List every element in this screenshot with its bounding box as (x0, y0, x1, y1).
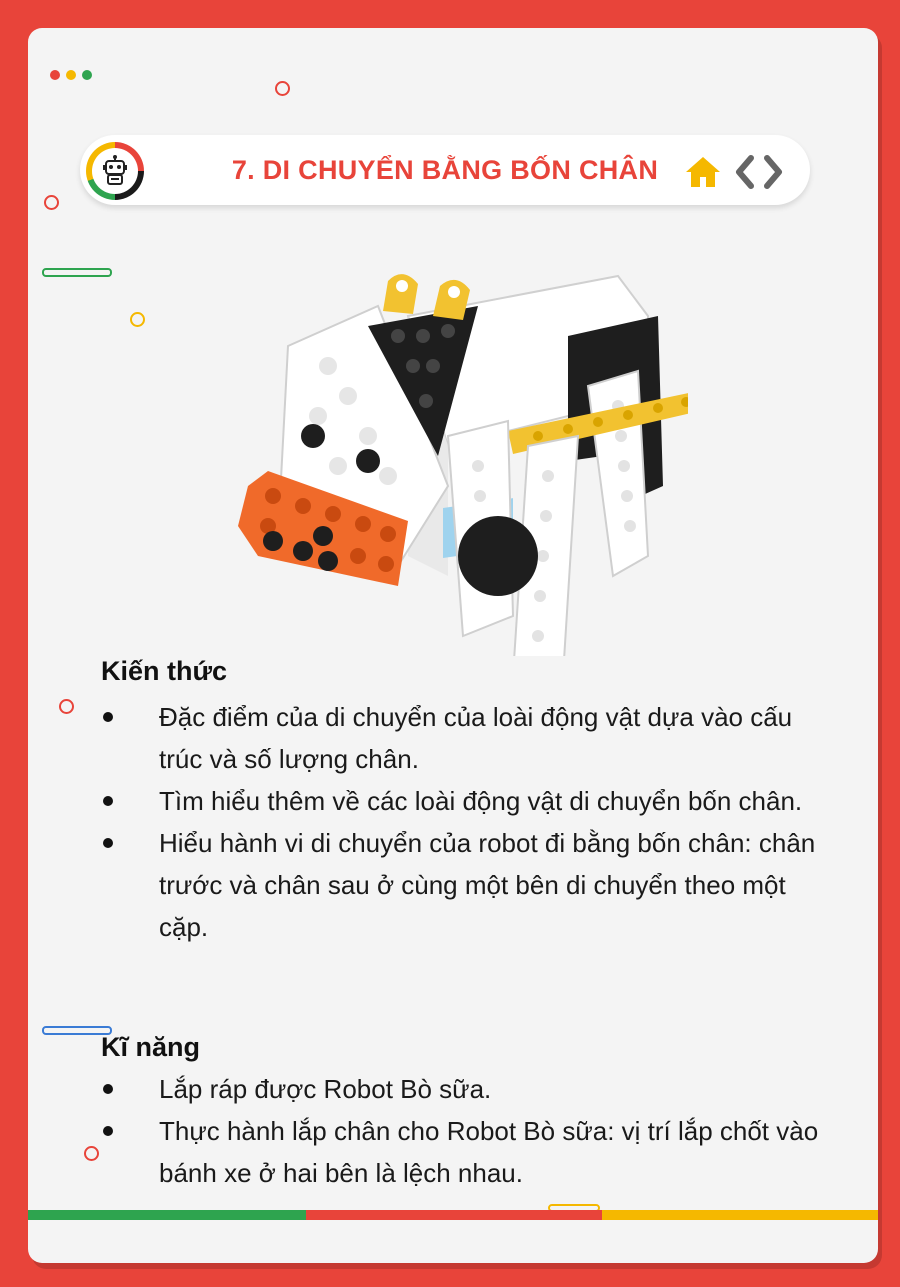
decor-ring (130, 312, 145, 327)
chevron-left-icon[interactable] (734, 155, 756, 189)
decor-ring (44, 195, 59, 210)
page-title: 7. DI CHUYỂN BẰNG BỐN CHÂN (231, 155, 659, 185)
skills-list (101, 1068, 821, 1194)
knowledge-heading: Kiến thức (101, 656, 228, 686)
color-stripe (28, 1210, 878, 1220)
green-dot (82, 70, 92, 80)
decor-ring (84, 1146, 99, 1161)
yellow-dot (66, 70, 76, 80)
list-item: Đặc điểm của di chuyển của loài động vật dựa vào cấu trúc và số lượng chân. (101, 696, 821, 780)
decor-pill (42, 268, 112, 277)
page-card (28, 28, 878, 1263)
list-item: Hiểu hành vi di chuyển của robot đi bằng bốn chân: chân trước và chân sau ở cùng một bên di chuyển theo một cặp. (101, 822, 821, 948)
skills-heading: Kĩ năng (101, 1032, 200, 1062)
robot-cow-image (208, 256, 688, 656)
decor-ring (275, 81, 290, 96)
window-dots (50, 70, 92, 80)
home-icon[interactable] (684, 155, 722, 189)
decor-ring (59, 699, 74, 714)
list-item: Tìm hiểu thêm về các loài động vật di chuyển bốn chân. (101, 780, 821, 822)
red-dot (50, 70, 60, 80)
chevron-right-icon[interactable] (762, 155, 784, 189)
lesson-header (80, 135, 810, 205)
list-item: Thực hành lắp chân cho Robot Bò sữa: vị trí lắp chốt vào bánh xe ở hai bên là lệch nhau. (101, 1110, 821, 1194)
knowledge-list (101, 696, 821, 948)
list-item: Lắp ráp được Robot Bò sữa. (101, 1068, 821, 1110)
